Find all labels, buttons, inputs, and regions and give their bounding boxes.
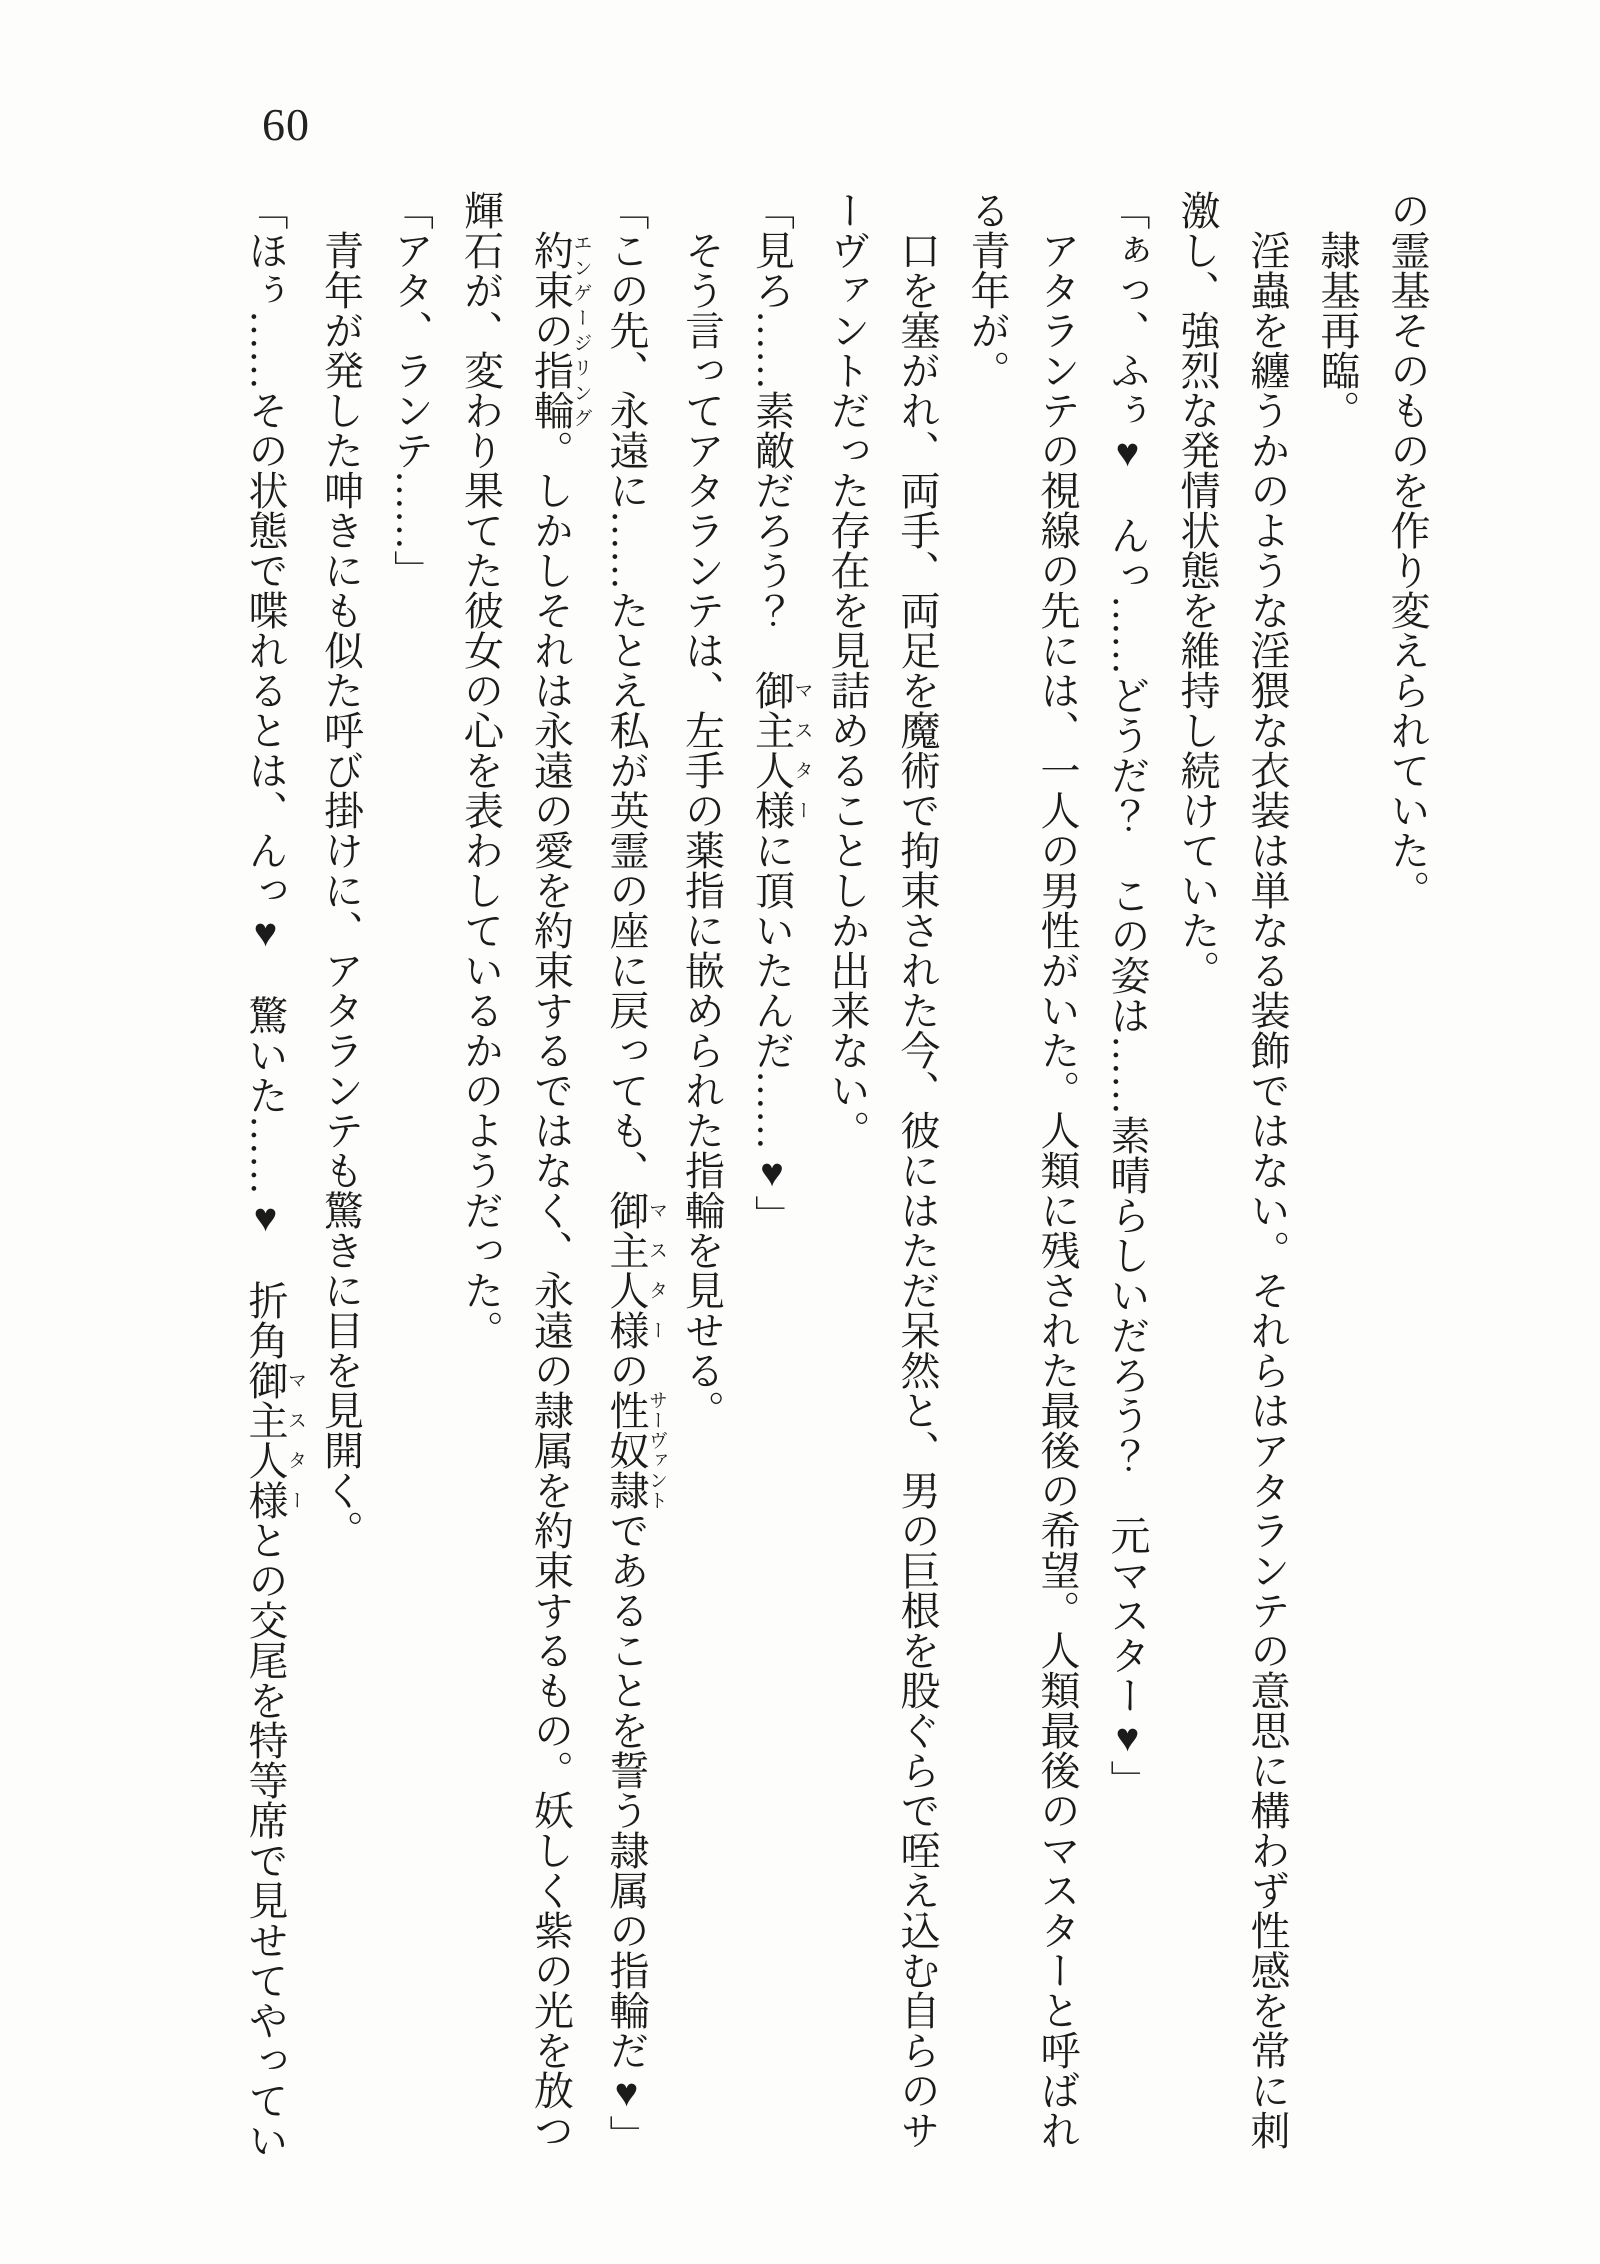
paragraph: 淫蟲を纏うかのような淫猥な衣装は単なる装飾ではない。それらはアタランテの意思に構わず性感を常に刺激し、強烈な発情状態を維持し続けていた。 xyxy=(1175,190,1290,2150)
furigana: サーヴァント xyxy=(646,1390,667,1510)
paragraph: 「この先、永遠に……たとえ私が英霊の座に戻っても、御主人様マスターの性奴隷サーヴァントであることを誓う隷属の指輪だ♥」 xyxy=(604,190,667,2155)
furigana: エンゲージリング xyxy=(570,230,592,430)
paragraph: の霊基そのものを作り変えられていた。 xyxy=(1385,190,1430,910)
paragraph: 口を塞がれ、両手、両足を魔術で拘束された今、彼にはただ呆然と、男の巨根を股ぐらで咥え込む自らのサーヴァントだった存在を見詰めることしか出来ない。 xyxy=(825,190,940,2150)
paragraph: 「ほぅ……その状態で喋れるとは、んっ♥ 驚いた……♥ 折角御主人様マスターとの交尾を特等席で見せてやってい xyxy=(243,190,306,2160)
paragraph: アタランテの視線の先には、一人の男性がいた。人類に残された最後の希望。人類最後のマスターと呼ばれる青年が。 xyxy=(965,190,1080,2150)
paragraph: 約束の指輪エンゲージリング。しかしそれは永遠の愛を約束するではなく、永遠の隷属を約束するもの。妖しく紫の光を放つ輝石が、変わり果てた彼女の心を表わしているかのようだった。 xyxy=(458,190,592,2150)
paragraph: 「ぁっ、ふぅ♥ んっ……どうだ？ この姿は……素晴らしいだろう？ 元マスター♥」 xyxy=(1105,190,1150,1800)
ruby-base: 御主人様マスター xyxy=(243,1360,306,1520)
paragraph: 隷基再臨。 xyxy=(1315,230,1360,430)
paragraph: 「見ろ……素敵だろう？ 御主人様マスターに頂いたんだ……♥」 xyxy=(749,190,813,1235)
ruby-base: 性奴隷サーヴァント xyxy=(604,1390,667,1510)
ruby-base: 御主人様マスター xyxy=(604,1190,667,1350)
furigana: マスター xyxy=(285,1360,306,1520)
paragraph: 「アタ、ランテ……」 xyxy=(388,190,434,590)
furigana: マスター xyxy=(646,1190,667,1350)
ruby-base: 御主人様マスター xyxy=(749,670,813,830)
furigana: マスター xyxy=(791,670,813,830)
ruby-base: 約束の指輪エンゲージリング xyxy=(528,230,592,430)
page-number: 60 xyxy=(262,99,310,150)
paragraph: そう言ってアタランテは、左手の薬指に嵌められた指輪を見せる。 xyxy=(679,230,725,1430)
text-block xyxy=(182,190,1442,2165)
paragraph: 青年が発した呻きにも似た呼び掛けに、アタランテも驚きに目を見開く。 xyxy=(318,230,364,1550)
